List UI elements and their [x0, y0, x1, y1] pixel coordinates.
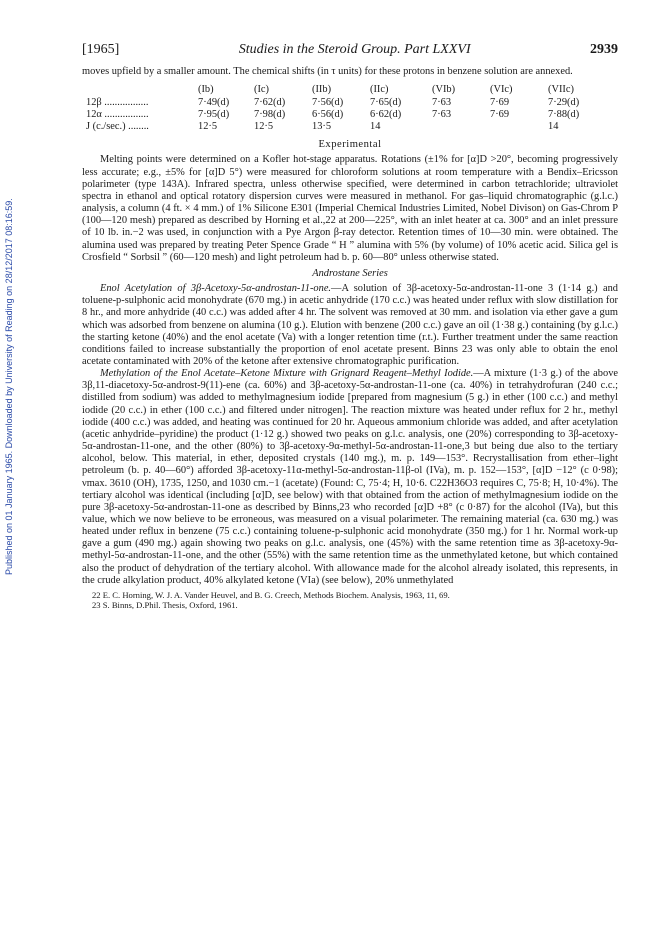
table-cell: 7·62(d) [254, 97, 286, 109]
table-header-cell: (IIc) [370, 84, 389, 96]
paragraph-body: —A solution of 3β-acetoxy-5α-androstan-11-one 3 (1·14 g.) and toluene-p-sulphonic acid monohydrate (670 mg.) in acetic anhydride (170 c.c.) was heated under reflux with slow distillation for 8 hr., and more anhydride (40 c.c.) was added after 4 hr. The solvent was removed at 30 mm. and isolation via ether gave a gum which was adsorbed from benzene on alumina (10 g.). Elution with benzene (200 c.c.) gave an oil (1·38 g.) containing (by g.l.c.) the starting ketone (40%) and the enol acetate (Va) with a longer retention time (r.t.). Further treatment under the same reaction conditions failed to increase substantially the proportion of enol acetate present. Binns 23 was only able to obtain the enol acetate contaminated with 20% of the ketone after extensive chromatographic purification. [82, 283, 618, 367]
table-header-cell: (Ic) [254, 84, 269, 96]
table-cell: 7·69 [490, 109, 510, 121]
table-cell: 12·5 [198, 121, 218, 133]
running-header [82, 42, 618, 58]
table-row [86, 121, 600, 133]
footnote: 23 S. Binns, D.Phil. Thesis, Oxford, 1961. [92, 600, 238, 611]
methylation-paragraph [82, 368, 618, 587]
table-header-cell: (VIIc) [548, 84, 574, 96]
table-cell: 14 [548, 121, 559, 133]
download-sidebar [0, 0, 28, 936]
paragraph-title: Methylation of the Enol Acetate–Ketone Mixture with Grignard Reagent–Methyl Iodide. [100, 368, 474, 380]
table-cell: 7·69 [490, 97, 510, 109]
table-cell: 7·49(d) [198, 97, 230, 109]
download-note: Published on 01 January 1965. Downloaded by University of Reading on 28/12/2017 08:16:59. [4, 198, 14, 575]
paragraph-title: Enol Acetylation of 3β-Acetoxy-5α-androstan-11-one. [100, 283, 332, 295]
experimental-heading: Experimental [318, 139, 382, 151]
table-cell: 7·98(d) [254, 109, 286, 121]
enol-acetylation-paragraph [82, 283, 618, 368]
table-header-cell: (Ib) [198, 84, 214, 96]
table-cell: 12β ................. [86, 97, 149, 109]
table-cell: 6·56(d) [312, 109, 344, 121]
table-cell: 7·63 [432, 97, 452, 109]
table-cell: 14 [370, 121, 381, 133]
header-page-number: 2939 [590, 42, 618, 57]
table-cell: 7·65(d) [370, 97, 402, 109]
table-cell: 7·29(d) [548, 97, 580, 109]
table-cell: 7·56(d) [312, 97, 344, 109]
table-row [86, 109, 600, 121]
table-cell: 12α ................. [86, 109, 149, 121]
table-cell: 6·62(d) [370, 109, 402, 121]
table-row [86, 97, 600, 109]
table-cell: 7·63 [432, 109, 452, 121]
table-cell: 7·95(d) [198, 109, 230, 121]
intro-paragraph: moves upfield by a smaller amount. The chemical shifts (in τ units) for these protons in benzene solution are annexed. [82, 66, 573, 77]
table-header-cell: (IIb) [312, 84, 332, 96]
header-year: [1965] [82, 42, 120, 57]
table-cell: 13·5 [312, 121, 332, 133]
table-cell [432, 121, 490, 133]
table-header-row [86, 84, 600, 97]
chemical-shift-table [86, 84, 600, 133]
header-title: Studies in the Steroid Group. Part LXXVI [238, 42, 471, 57]
table-header-cell: (VIc) [490, 84, 513, 96]
experimental-paragraph: Melting points were determined on a Kofler hot-stage apparatus. Rotations (±1% for [α]D >20°, becoming progressively less accurate; e.g., ±5% for [α]D 5°) were measured for chloroform solutions at room temperature with a Bendix–Ericsson polarimeter (type 143A). Infrared spectra, unless otherwise specified, were determined in carbon tetrachloride; ultraviolet spectra in ethanol and optical rotatory dispersion curves were measured in methanol. For gas–liquid chromatographic (g.l.c.) analysis, a column (4 ft. × 4 mm.) of 1% Silicone E301 (Imperial Chemical Industries Limited, Nobel Divison) on Gas-Chrom P (100—120 mesh) prepared as described by Horning et al.,22 at 200—225°, with an inlet heater at ca. 300° and an inlet pressure of 10 lb. in.−2 was used, in conjunction with a Pye Argon β-ray detector. Retention times of 10—30 min. were obtained. The alumina used was prepared by treating Peter Spence Grade “ H ” alumina with 5% (by volume) of 10% acetic acid. Silica gel is Crosfield “ Sorbsil ” (60—120 mesh) and light petroleum had b. p. 60—80° unless otherwise stated. [82, 154, 618, 263]
table-cell: 12·5 [254, 121, 274, 133]
table-header-cell: (VIb) [432, 84, 456, 96]
table-cell [490, 121, 548, 133]
table-cell: J (c./sec.) ........ [86, 121, 149, 133]
paragraph-body: —A mixture (1·3 g.) of the above 3β,11-diacetoxy-5α-androst-9(11)-ene (ca. 60%) and 3β-acetoxy-5α-androstan-11-one (ca. 40%) in tetrahydrofuran (240 c.c.; distilled from sodium) was added to methylmagnesium iodide [prepared from magnesium (5 g.) in ether (100 c.c.) and methyl iodide (20 c.c.) in ether (100 c.c.) and filtered under nitrogen]. The reaction mixture was heated under reflux for 2 hr., methyl iodide (400 c.c.) was added, and heating was continued for 20 hr. Aqueous ammonium chloride was added, and after acetylation (acetic anhydride–pyridine) the product (1·12 g.) showed two peaks on g.l.c. analysis, one (20%) corresponding to 3β-acetoxy-5α-androstan-11-one, and the other (80%) to 3β-acetoxy-9α-methyl-5α-androstan-11-one,3 but being due also to the tertiary alcohol, below. This material, in ether, deposited crystals (140 mg.), m. p. 149—153°. Recrystallisation from ether–light petroleum (b. p. 40—60°) afforded 3β-acetoxy-11α-methyl-5α-androstan-11β-ol (IVa), m. p. 152—153°, [α]D −12° (c 0·98); νmax. 3610 (OH), 1735, 1250, and 1030 cm.−1 (acetate) (Found: C, 75·4; H, 10·6. C22H36O3 requires C, 75·8; H, 10·4%). The tertiary alcohol was identical (including [α]D, see below) with that obtained from the action of methylmagnesium iodide on the pure 3β-acetoxy-5α-androstan-11-one as described by Binns,23 who recorded [α]D +8° (c 0·87) for the alcohol (IVa), but this value, which we now believe to be erroneous, was measured on a visual polarimeter. The remaining material (ca. 630 mg.) was heated under reflux in benzene (75 c.c.) containing toluene-p-sulphonic acid monohydrate (350 mg.) for 1 hr. Normal work-up gave a gum (490 mg.) again showing two peaks on g.l.c. analysis, one (45%) with the same retention time as 3β-acetoxy-9α-methyl-5α-androstan-11-one, and the other (55%) with the same retention time as the unmethylated ketone, but which contained also the product of dehydration of the tertiary alcohol. With allowance made for the alcohol already isolated, this represents, in the crude alkylation product, 40% alkylated ketone (VIa) (see below), 20% unmethylated [82, 368, 618, 586]
journal-page [82, 42, 618, 611]
table-header-cell [86, 84, 198, 97]
androstane-heading: Androstane Series [312, 267, 388, 279]
table-cell: 7·88(d) [548, 109, 580, 121]
footnotes [82, 590, 618, 611]
footnote: 22 E. C. Horning, W. J. A. Vander Heuvel, and B. G. Creech, Methods Biochem. Analysis, 1963, 11, 69. [92, 589, 450, 600]
